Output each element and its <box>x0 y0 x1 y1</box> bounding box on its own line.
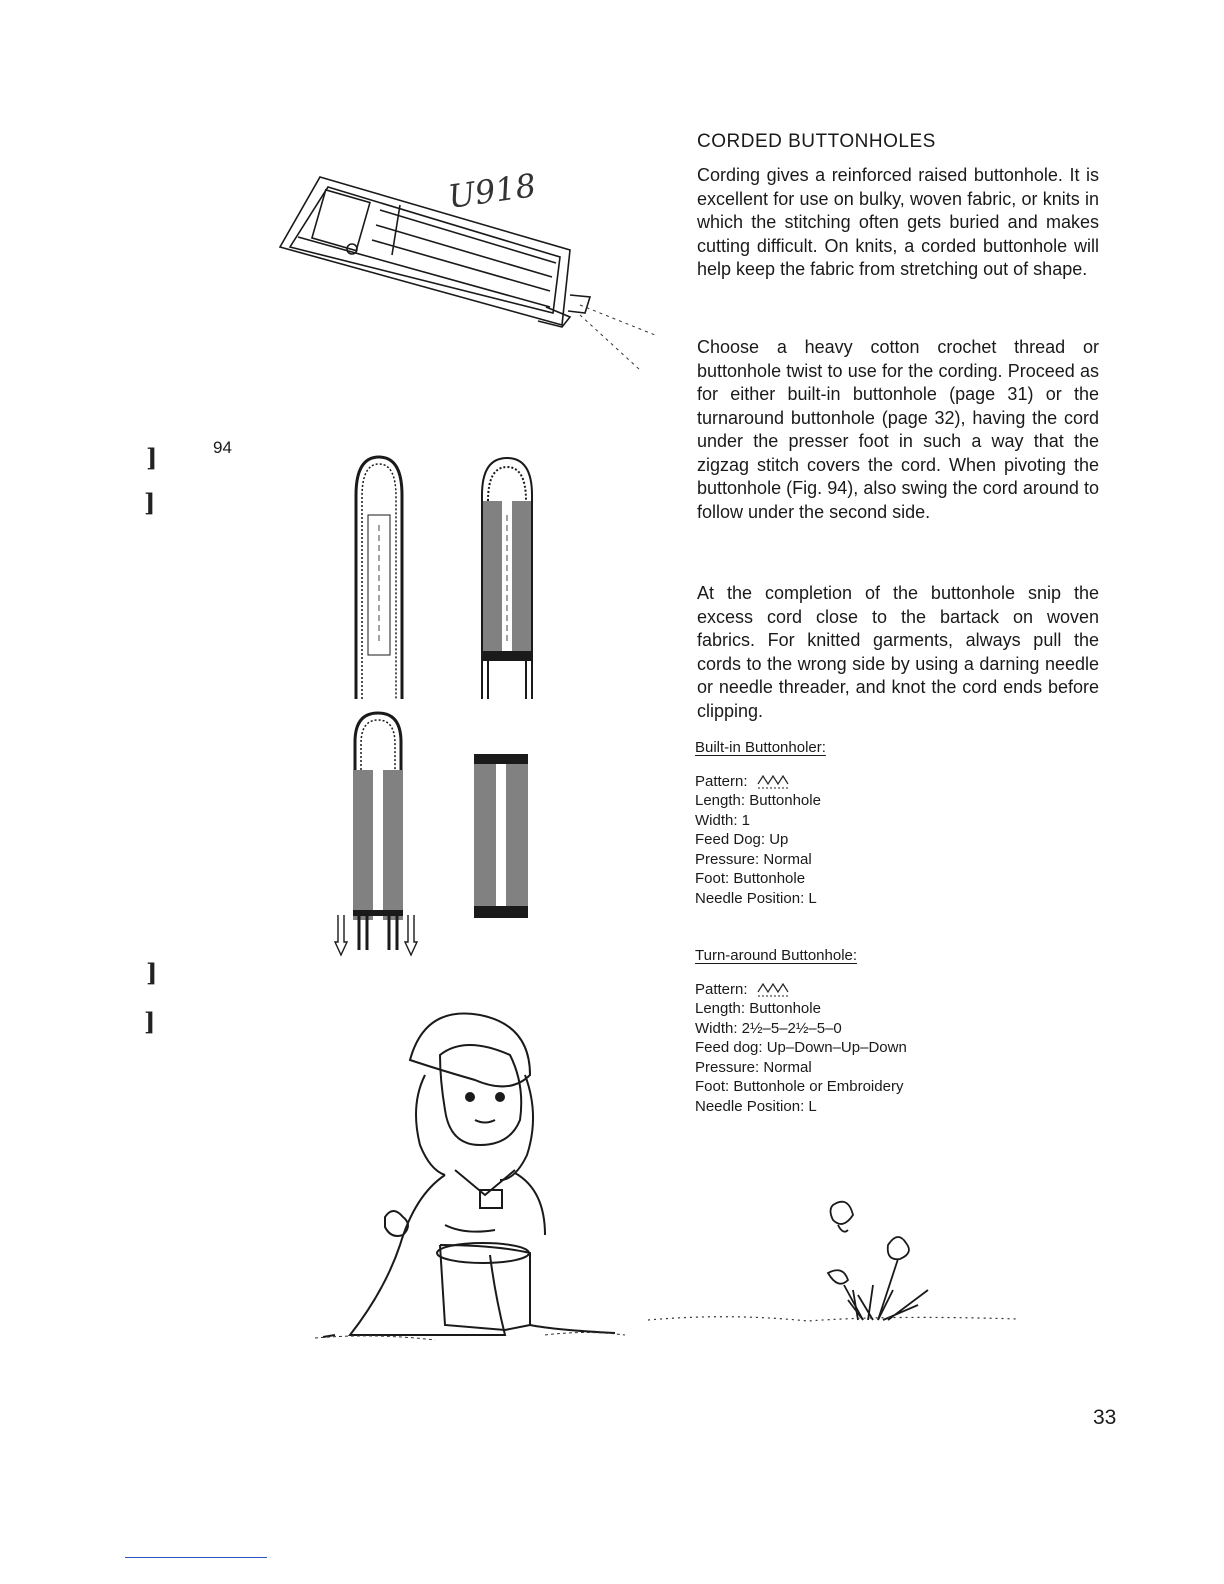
turnaround-settings-block <box>695 946 907 1116</box>
turnaround-foot-row: Foot: Buttonhole or Embroidery <box>695 1078 904 1095</box>
builtin-width-row: Width: 1 <box>695 811 751 829</box>
handwritten-note: U918 <box>445 166 539 216</box>
turnaround-feeddog-row: Feed dog: Up–Down–Up–Down <box>695 1039 907 1056</box>
paragraph-cording-procedure: Choose a heavy cotton crochet thread or buttonhole twist to use for the cording. Proceed as for either built-in buttonhole (page 31) or the turnaround buttonhole (page 32), having the cord under the presser foot in such a way that the zigzag stitch covers the cord. When pivoting the buttonhole (Fig. 94), also swing the cord around to follow under the second side. <box>697 337 1099 522</box>
grass-flower-illustration <box>648 1195 1028 1330</box>
builtin-pattern-row: Pattern: <box>695 772 826 792</box>
zigzag-pattern-icon <box>756 982 792 998</box>
turnaround-width-row: Width: 2½–5–2½–5–0 <box>695 1019 842 1037</box>
builtin-foot-row: Foot: Buttonhole <box>695 870 806 887</box>
turnaround-pattern-row: Pattern: <box>695 980 907 1000</box>
builtin-settings-title: Built-in Buttonholer: <box>695 739 826 756</box>
turnaround-settings-title: Turn-around Buttonhole: <box>695 947 858 964</box>
footer-rule <box>125 1557 267 1558</box>
turnaround-needle-row: Needle Position: L <box>695 1097 817 1115</box>
builtin-length-row: Length: Buttonhole <box>695 792 821 809</box>
builtin-pressure-row: Pressure: Normal <box>695 850 812 868</box>
page-number: 33 <box>1093 1406 1117 1429</box>
buttonhole-stage-1 <box>350 455 410 700</box>
builtin-feeddog-row: Feed Dog: Up <box>695 831 789 848</box>
turnaround-pressure-row: Pressure: Normal <box>695 1058 812 1076</box>
builtin-needle-row: Needle Position: L <box>695 889 817 907</box>
buttonhole-stage-2 <box>478 455 538 700</box>
girl-sitting-illustration <box>315 995 635 1345</box>
turnaround-length-row: Length: Buttonhole <box>695 1000 821 1017</box>
margin-mark: ] <box>144 488 156 517</box>
margin-mark: ] <box>144 1007 156 1036</box>
zigzag-pattern-icon <box>756 774 792 790</box>
buttonhole-stage-4 <box>472 752 532 922</box>
margin-mark: ] <box>146 443 158 472</box>
margin-mark: ] <box>146 958 158 987</box>
builtin-settings-block <box>695 738 826 908</box>
figure-number: 94 <box>213 438 232 457</box>
paragraph-cording-finish: At the completion of the buttonhole snip the excess cord close to the bartack on woven fabrics. For knitted garments, always pull the cords to the wrong side by using a darning needle or needle threader, and knot the cord ends before clipping. <box>697 583 1099 721</box>
paragraph-cording-intro: Cording gives a reinforced raised buttonhole. It is excellent for use on bulky, woven fabric, or knits in which the stitching often gets buried and makes cutting difficult. On knits, a corded buttonhole will help keep the fabric from stretching out of shape. <box>697 165 1099 279</box>
buttonhole-stage-3 <box>335 710 425 960</box>
buttonhole-foot-illustration <box>280 165 660 385</box>
section-heading: CORDED BUTTONHOLES <box>697 131 936 152</box>
